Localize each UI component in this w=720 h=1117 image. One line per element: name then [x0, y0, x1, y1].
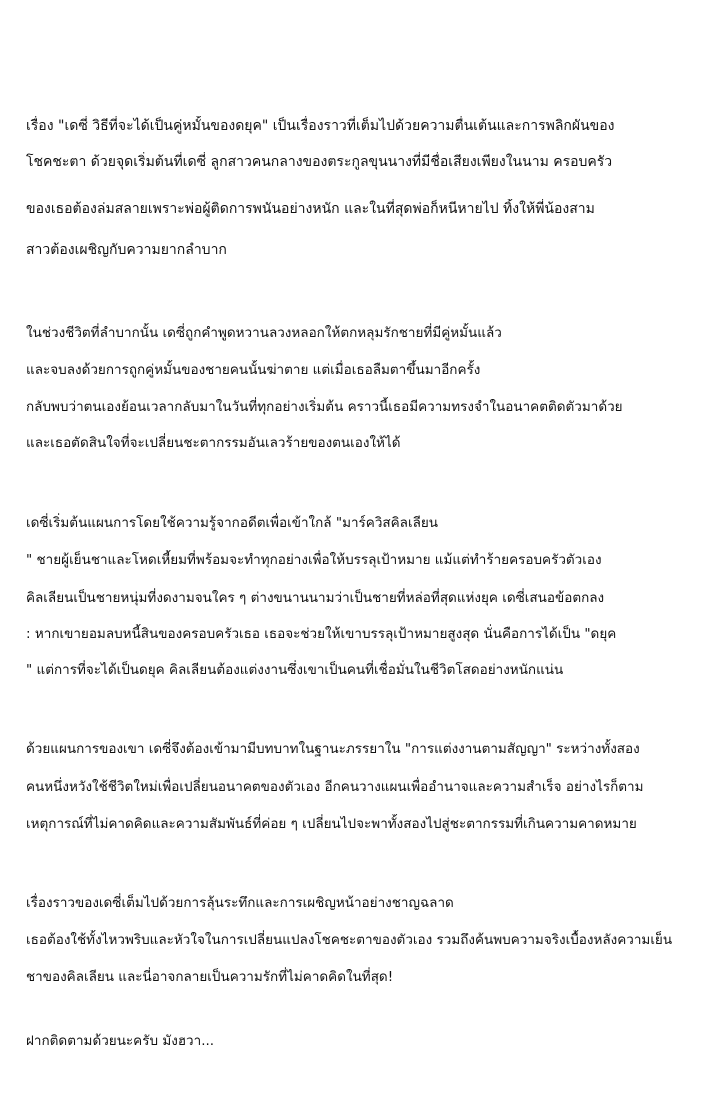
text-line: เรื่อง "เดซี่ วิธีที่จะได้เป็นคู่หมั้นของดยุค" เป็นเรื่องราวที่เต็มไปด้วยความตื่นเต้นและการพลิกผันของ	[26, 118, 615, 134]
text-line: เหตุการณ์ที่ไม่คาดคิดและความสัมพันธ์ที่ค่อย ๆ เปลี่ยนไปจะพาทั้งสองไปสู่ชะตากรรมที่เกินความคาดหมาย	[26, 816, 637, 832]
text-line: กลับพบว่าตนเองย้อนเวลากลับมาในวันที่ทุกอย่างเริ่มต้น คราวนี้เธอมีความทรงจำในอนาคตติดตัวมาด้วย	[26, 399, 623, 415]
text-line: เธอต้องใช้ทั้งไหวพริบและหัวใจในการเปลี่ยนแปลงโชคชะตาของตัวเอง รวมถึงค้นพบความจริงเบื้องหลังความเย็น	[26, 932, 673, 948]
text-line: คิลเลียนเป็นชายหนุ่มที่งดงามจนใคร ๆ ต่างขนานนามว่าเป็นชายที่หล่อที่สุดแห่งยุค เดซี่เสนอข้อตกลง	[26, 590, 605, 606]
text-line: ชาของคิลเลียน และนี่อาจกลายเป็นความรักที่ไม่คาดคิดในที่สุด!	[26, 969, 394, 985]
text-line: และจบลงด้วยการถูกคู่หมั้นของชายคนนั้นฆ่าตาย แต่เมื่อเธอลืมตาขึ้นมาอีกครั้ง	[26, 362, 481, 378]
text-line: เดซี่เริ่มต้นแผนการโดยใช้ความรู้จากอดีตเพื่อเข้าใกล้ "มาร์ควิสคิลเลียน	[26, 515, 438, 531]
text-line: ฝากติดตามด้วยนะครับ มังฮวา...	[26, 1033, 215, 1049]
text-line: เรื่องราวของเดซี่เต็มไปด้วยการลุ้นระทึกและการเผชิญหน้าอย่างชาญฉลาด	[26, 895, 454, 911]
text-line: " ชายผู้เย็นชาและโหดเหี้ยมที่พร้อมจะทำทุกอย่างเพื่อให้บรรลุเป้าหมาย แม้แต่ทำร้ายครอบครัวตัวเอง	[26, 552, 602, 568]
text-line: ในช่วงชีวิตที่ลำบากนั้น เดซี่ถูกคำพูดหวานลวงหลอกให้ตกหลุมรักชายที่มีคู่หมั้นแล้ว	[26, 325, 502, 341]
text-line: ของเธอต้องล่มสลายเพราะพ่อผู้ติดการพนันอย่างหนัก และในที่สุดพ่อก็หนีหายไป ทิ้งให้พี่น้องสาม	[26, 201, 595, 217]
text-line: สาวต้องเผชิญกับความยากลำบาก	[26, 242, 227, 258]
text-line: : หากเขายอมลบหนี้สินของครอบครัวเธอ เธอจะช่วยให้เขาบรรลุเป้าหมายสูงสุด นั่นคือการได้เป็น "ดยุค	[26, 626, 617, 642]
text-line: โชคชะตา ด้วยจุดเริ่มต้นที่เดซี่ ลูกสาวคนกลางของตระกูลขุนนางที่มีชื่อเสียงเพียงในนาม ครอบครัว	[26, 154, 613, 170]
text-line: ด้วยแผนการของเขา เดซี่จึงต้องเข้ามามีบทบาทในฐานะภรรยาใน "การแต่งงานตามสัญญา" ระหว่างทั้งสอง	[26, 741, 640, 757]
text-line: " แต่การที่จะได้เป็นดยุค คิลเลียนต้องแต่งงานซึ่งเขาเป็นคนที่เชื่อมั่นในชีวิตโสดอย่างหนักแน่น	[26, 662, 564, 678]
text-line: คนหนึ่งหวังใช้ชีวิตใหม่เพื่อเปลี่ยนอนาคตของตัวเอง อีกคนวางแผนเพื่ออำนาจและความสำเร็จ อย่างไรก็ตาม	[26, 779, 644, 795]
text-line: และเธอตัดสินใจที่จะเปลี่ยนชะตากรรมอันเลวร้ายของตนเองให้ได้	[26, 435, 401, 451]
